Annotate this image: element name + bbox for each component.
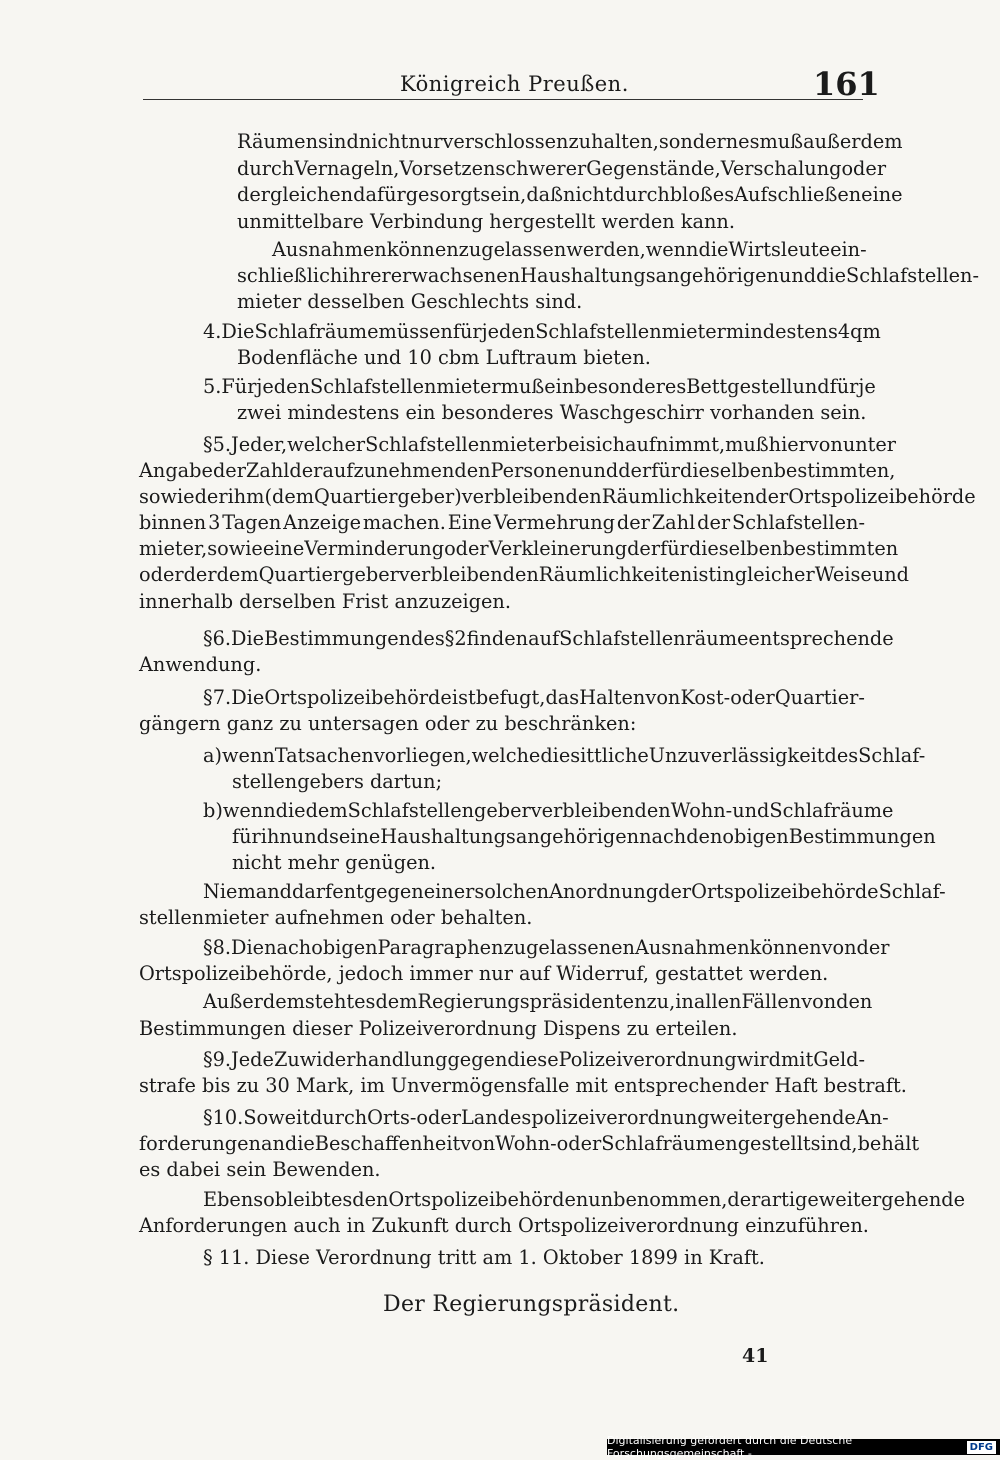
text-line: § 10. Soweit durch Orts- oder Landespolizeiverordnung weitergehende An-: [203, 1106, 889, 1129]
text-line: § 7. Die Ortspolizeibehörde ist befugt, das Halten von Kost- oder Quartier-: [203, 686, 865, 709]
text-line: forderungen an die Beschaffenheit von Wohn- oder Schlafräumen gestellt sind, behält: [139, 1132, 920, 1155]
text-line: Niemand darf entgegen einer solchen Anordnung der Ortspolizeibehörde Schlaf-: [203, 880, 946, 903]
text-line: b) wenn die dem Schlafstellengeber verbleibenden Wohn- und Schlafräume: [203, 799, 894, 822]
page-number: 161: [813, 65, 880, 103]
text-line: Ebenso bleibt es den Ortspolizeibehörden unbenommen, derartige weitergehende: [203, 1188, 965, 1211]
text-line: schließlich ihrer erwachsenen Haushaltungsangehörigen und die Schlafstellen-: [237, 264, 979, 287]
footer-text: Digitalisierung gefördert durch die Deutsche Forschungsgemeinschaft -: [607, 1434, 853, 1460]
text-line: es dabei sein Bewenden.: [139, 1158, 381, 1181]
text-line: Anwendung.: [139, 653, 262, 676]
text-line: Anforderungen auch in Zukunft durch Ortspolizeiverordnung einzuführen.: [139, 1214, 869, 1237]
signature: Der Regierungspräsident.: [383, 1292, 680, 1317]
text-line: strafe bis zu 30 Mark, im Unvermögensfalle mit entsprechender Haft bestraft.: [139, 1074, 907, 1097]
text-line: gängern ganz zu untersagen oder zu beschränken:: [139, 712, 637, 735]
text-line: 5. Für jeden Schlafstellenmieter muß ein besonderes Bettgestell und für je: [203, 375, 876, 398]
running-header: Königreich Preußen.: [400, 72, 629, 96]
text-line: § 6. Die Bestimmungen des § 2 finden auf Schlafstellenräume entsprechende: [203, 627, 894, 650]
text-line: Räumen sind nicht nur verschlossen zu halten, sondern es muß außerdem: [237, 130, 903, 153]
dfg-logo: DFG: [967, 1441, 996, 1454]
header-rule: [143, 99, 863, 100]
text-line: zwei mindestens ein besonderes Waschgeschirr vorhanden sein.: [237, 401, 867, 424]
text-line: dergleichen dafür gesorgt sein, daß nicht durch bloßes Aufschließen eine: [237, 183, 903, 206]
text-line: Angabe der Zahl der aufzunehmenden Personen und der für dieselben bestimmten,: [139, 459, 896, 482]
text-line: Ortspolizeibehörde, jedoch immer nur auf Widerruf, gestattet werden.: [139, 962, 829, 985]
text-line: Außerdem steht es dem Regierungspräsidenten zu, in allen Fällen von den: [203, 990, 873, 1013]
text-line: Ausnahmen können zugelassen werden, wenn die Wirtsleute ein-: [272, 238, 867, 261]
text-line: stellengebers dartun;: [232, 770, 443, 793]
text-line: § 8. Die nach obigen Paragraphen zugelassenen Ausnahmen können von der: [203, 936, 890, 959]
digitization-footer: [607, 1434, 1000, 1460]
text-line: für ihn und seine Haushaltungsangehörigen nach den obigen Bestimmungen: [232, 825, 936, 848]
text-line: durch Vernageln, Vorsetzen schwerer Gegenstände, Verschalung oder: [237, 157, 887, 180]
text-line: sowie der ihm (dem Quartiergeber) verbleibenden Räumlichkeiten der Ortspolizeibehörde: [139, 485, 976, 508]
text-line: 4. Die Schlafräume müssen für jeden Schlafstellenmieter mindestens 4 qm: [203, 320, 881, 343]
text-line: oder der dem Quartiergeber verbleibenden Räumlichkeiten ist in gleicher Weise und: [139, 563, 910, 586]
text-line: mieter desselben Geschlechts sind.: [237, 290, 583, 313]
text-line: binnen 3 Tagen Anzeige machen. Eine Vermehrung der Zahl der Schlafstellen-: [139, 511, 865, 534]
text-line: Bestimmungen dieser Polizeiverordnung Dispens zu erteilen.: [139, 1017, 738, 1040]
text-line: § 5. Jeder, welcher Schlafstellenmieter bei sich aufnimmt, muß hiervon unter: [203, 433, 897, 456]
text-line: stellenmieter aufnehmen oder behalten.: [139, 906, 533, 929]
text-line: § 11. Diese Verordnung tritt am 1. Oktober 1899 in Kraft.: [203, 1246, 765, 1269]
footnote-number: 41: [742, 1345, 769, 1367]
text-line: innerhalb derselben Frist anzuzeigen.: [139, 590, 511, 613]
text-line: unmittelbare Verbindung hergestellt werden kann.: [237, 210, 735, 233]
text-line: a) wenn Tatsachen vorliegen, welche die sittliche Unzuverlässigkeit des Schlaf-: [203, 744, 926, 767]
text-line: mieter, sowie eine Verminderung oder Verkleinerung der für dieselben bestimmten: [139, 537, 899, 560]
text-line: § 9. Jede Zuwiderhandlung gegen diese Polizeiverordnung wird mit Geld-: [203, 1048, 866, 1071]
text-line: nicht mehr genügen.: [232, 851, 437, 874]
text-line: Bodenfläche und 10 cbm Luftraum bieten.: [237, 346, 651, 369]
